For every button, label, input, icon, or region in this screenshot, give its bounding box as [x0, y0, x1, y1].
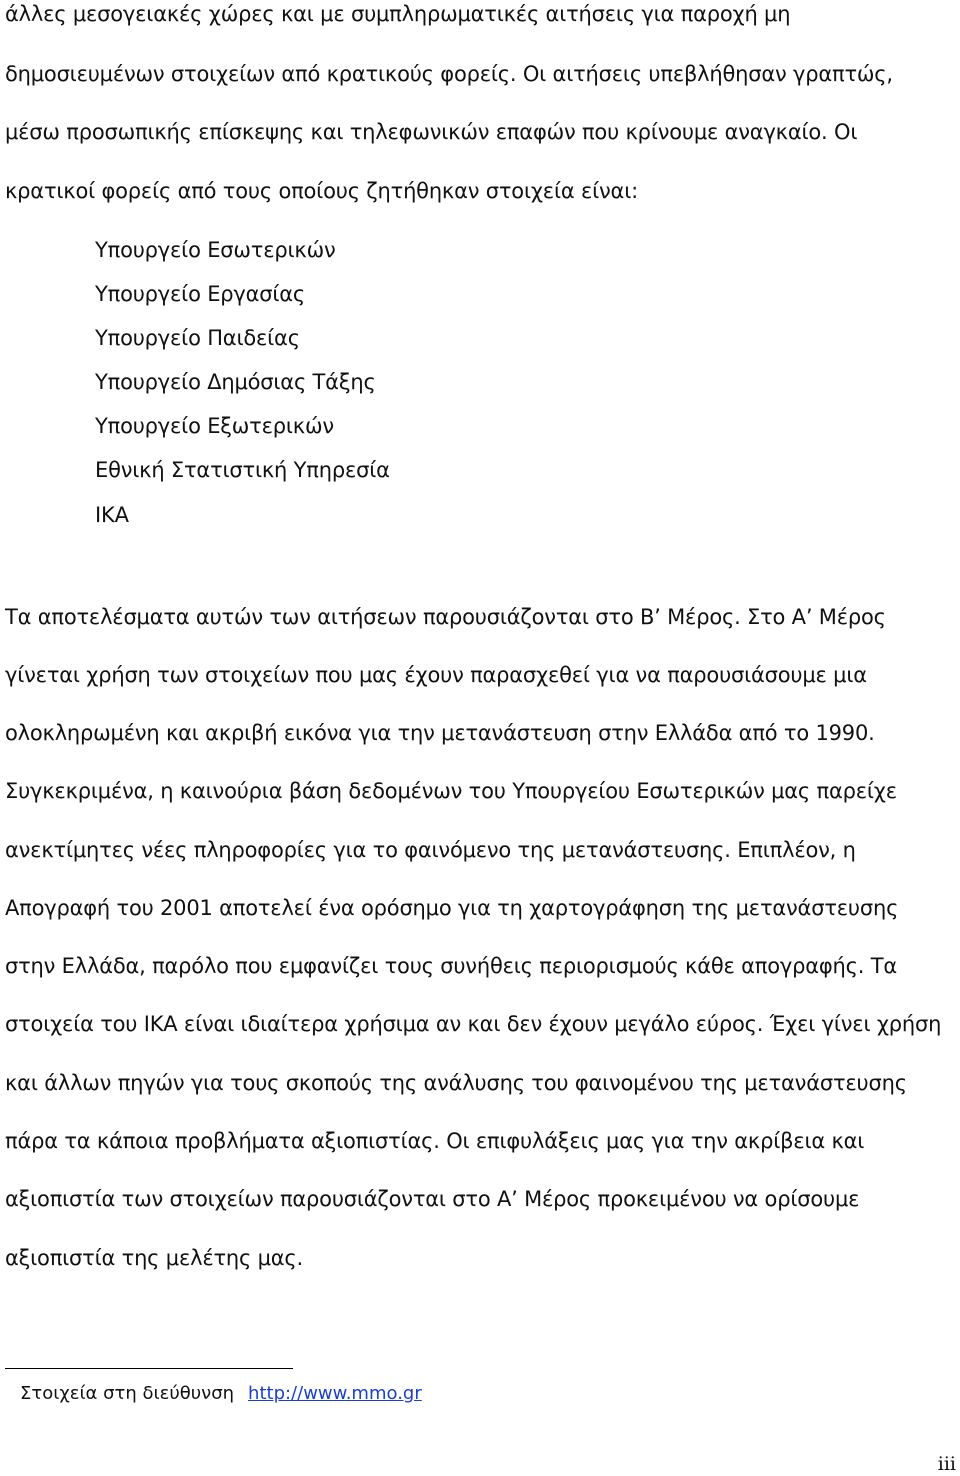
footnote-text: Στοιχεία στη διεύθυνση	[20, 1383, 235, 1404]
text-line: και άλλων πηγών για τους σκοπούς της ανάλυσης του φαινομένου της μετανάστευσης	[5, 1071, 907, 1095]
text-line: άλλες μεσογειακές χώρες και με συμπληρωματικές αιτήσεις για παροχή μη	[5, 2, 791, 26]
text-line: Συγκεκριμένα, η καινούρια βάση δεδομένων του Υπουργείου Εσωτερικών μας παρείχε	[5, 779, 897, 803]
list-item: ΙΚΑ	[95, 503, 129, 527]
text-line: ολοκληρωμένη και ακριβή εικόνα για την μετανάστευση στην Ελλάδα από το 1990.	[5, 721, 875, 745]
list-item: Υπουργείο Δημόσιας Τάξης	[95, 370, 376, 394]
text-line: πάρα τα κάποια προβλήματα αξιοπιστίας. Οι επιφυλάξεις μας για την ακρίβεια και	[5, 1129, 865, 1153]
text-line: αξιοπιστία των στοιχείων παρουσιάζονται στο Α’ Μέρος προκειμένου να ορίσουμε	[5, 1187, 860, 1211]
list-item: Υπουργείο Εργασίας	[95, 282, 306, 306]
text-line: μέσω προσωπικής επίσκεψης και τηλεφωνικών επαφών που κρίνουμε αναγκαίο. Οι	[5, 120, 858, 144]
footnote-divider	[5, 1368, 293, 1369]
page-number: iii	[937, 1453, 956, 1475]
list-item: Υπουργείο Παιδείας	[95, 326, 300, 350]
list-item: Εθνική Στατιστική Υπηρεσία	[95, 458, 390, 482]
footnote-link[interactable]: http://www.mmo.gr	[248, 1383, 422, 1404]
text-line: στην Ελλάδα, παρόλο που εμφανίζει τους συνήθεις περιορισμούς κάθε απογραφής. Τα	[5, 954, 897, 978]
footnote	[20, 1381, 422, 1407]
list-item: Υπουργείο Εξωτερικών	[95, 414, 334, 438]
text-line: γίνεται χρήση των στοιχείων που μας έχουν παρασχεθεί για να παρουσιάσουμε μια	[5, 663, 867, 687]
text-line: κρατικοί φορείς από τους οποίους ζητήθηκαν στοιχεία είναι:	[5, 179, 638, 203]
text-line: ανεκτίμητες νέες πληροφορίες για το φαινόμενο της μετανάστευσης. Επιπλέον, η	[5, 838, 856, 862]
list-item: Υπουργείο Εσωτερικών	[95, 238, 336, 262]
text-line: Τα αποτελέσματα αυτών των αιτήσεων παρουσιάζονται στο Β’ Μέρος. Στο Α’ Μέρος	[5, 605, 886, 629]
text-line: δημοσιευμένων στοιχείων από κρατικούς φορείς. Οι αιτήσεις υπεβλήθησαν γραπτώς,	[5, 62, 893, 86]
text-line: αξιοπιστία της μελέτης μας.	[5, 1246, 304, 1270]
text-line: Απογραφή του 2001 αποτελεί ένα ορόσημο για τη χαρτογράφηση της μετανάστευσης	[5, 896, 899, 920]
text-line: στοιχεία του ΙΚΑ είναι ιδιαίτερα χρήσιμα αν και δεν έχουν μεγάλο εύρος. Έχει γίνει χρήση	[5, 1012, 942, 1036]
